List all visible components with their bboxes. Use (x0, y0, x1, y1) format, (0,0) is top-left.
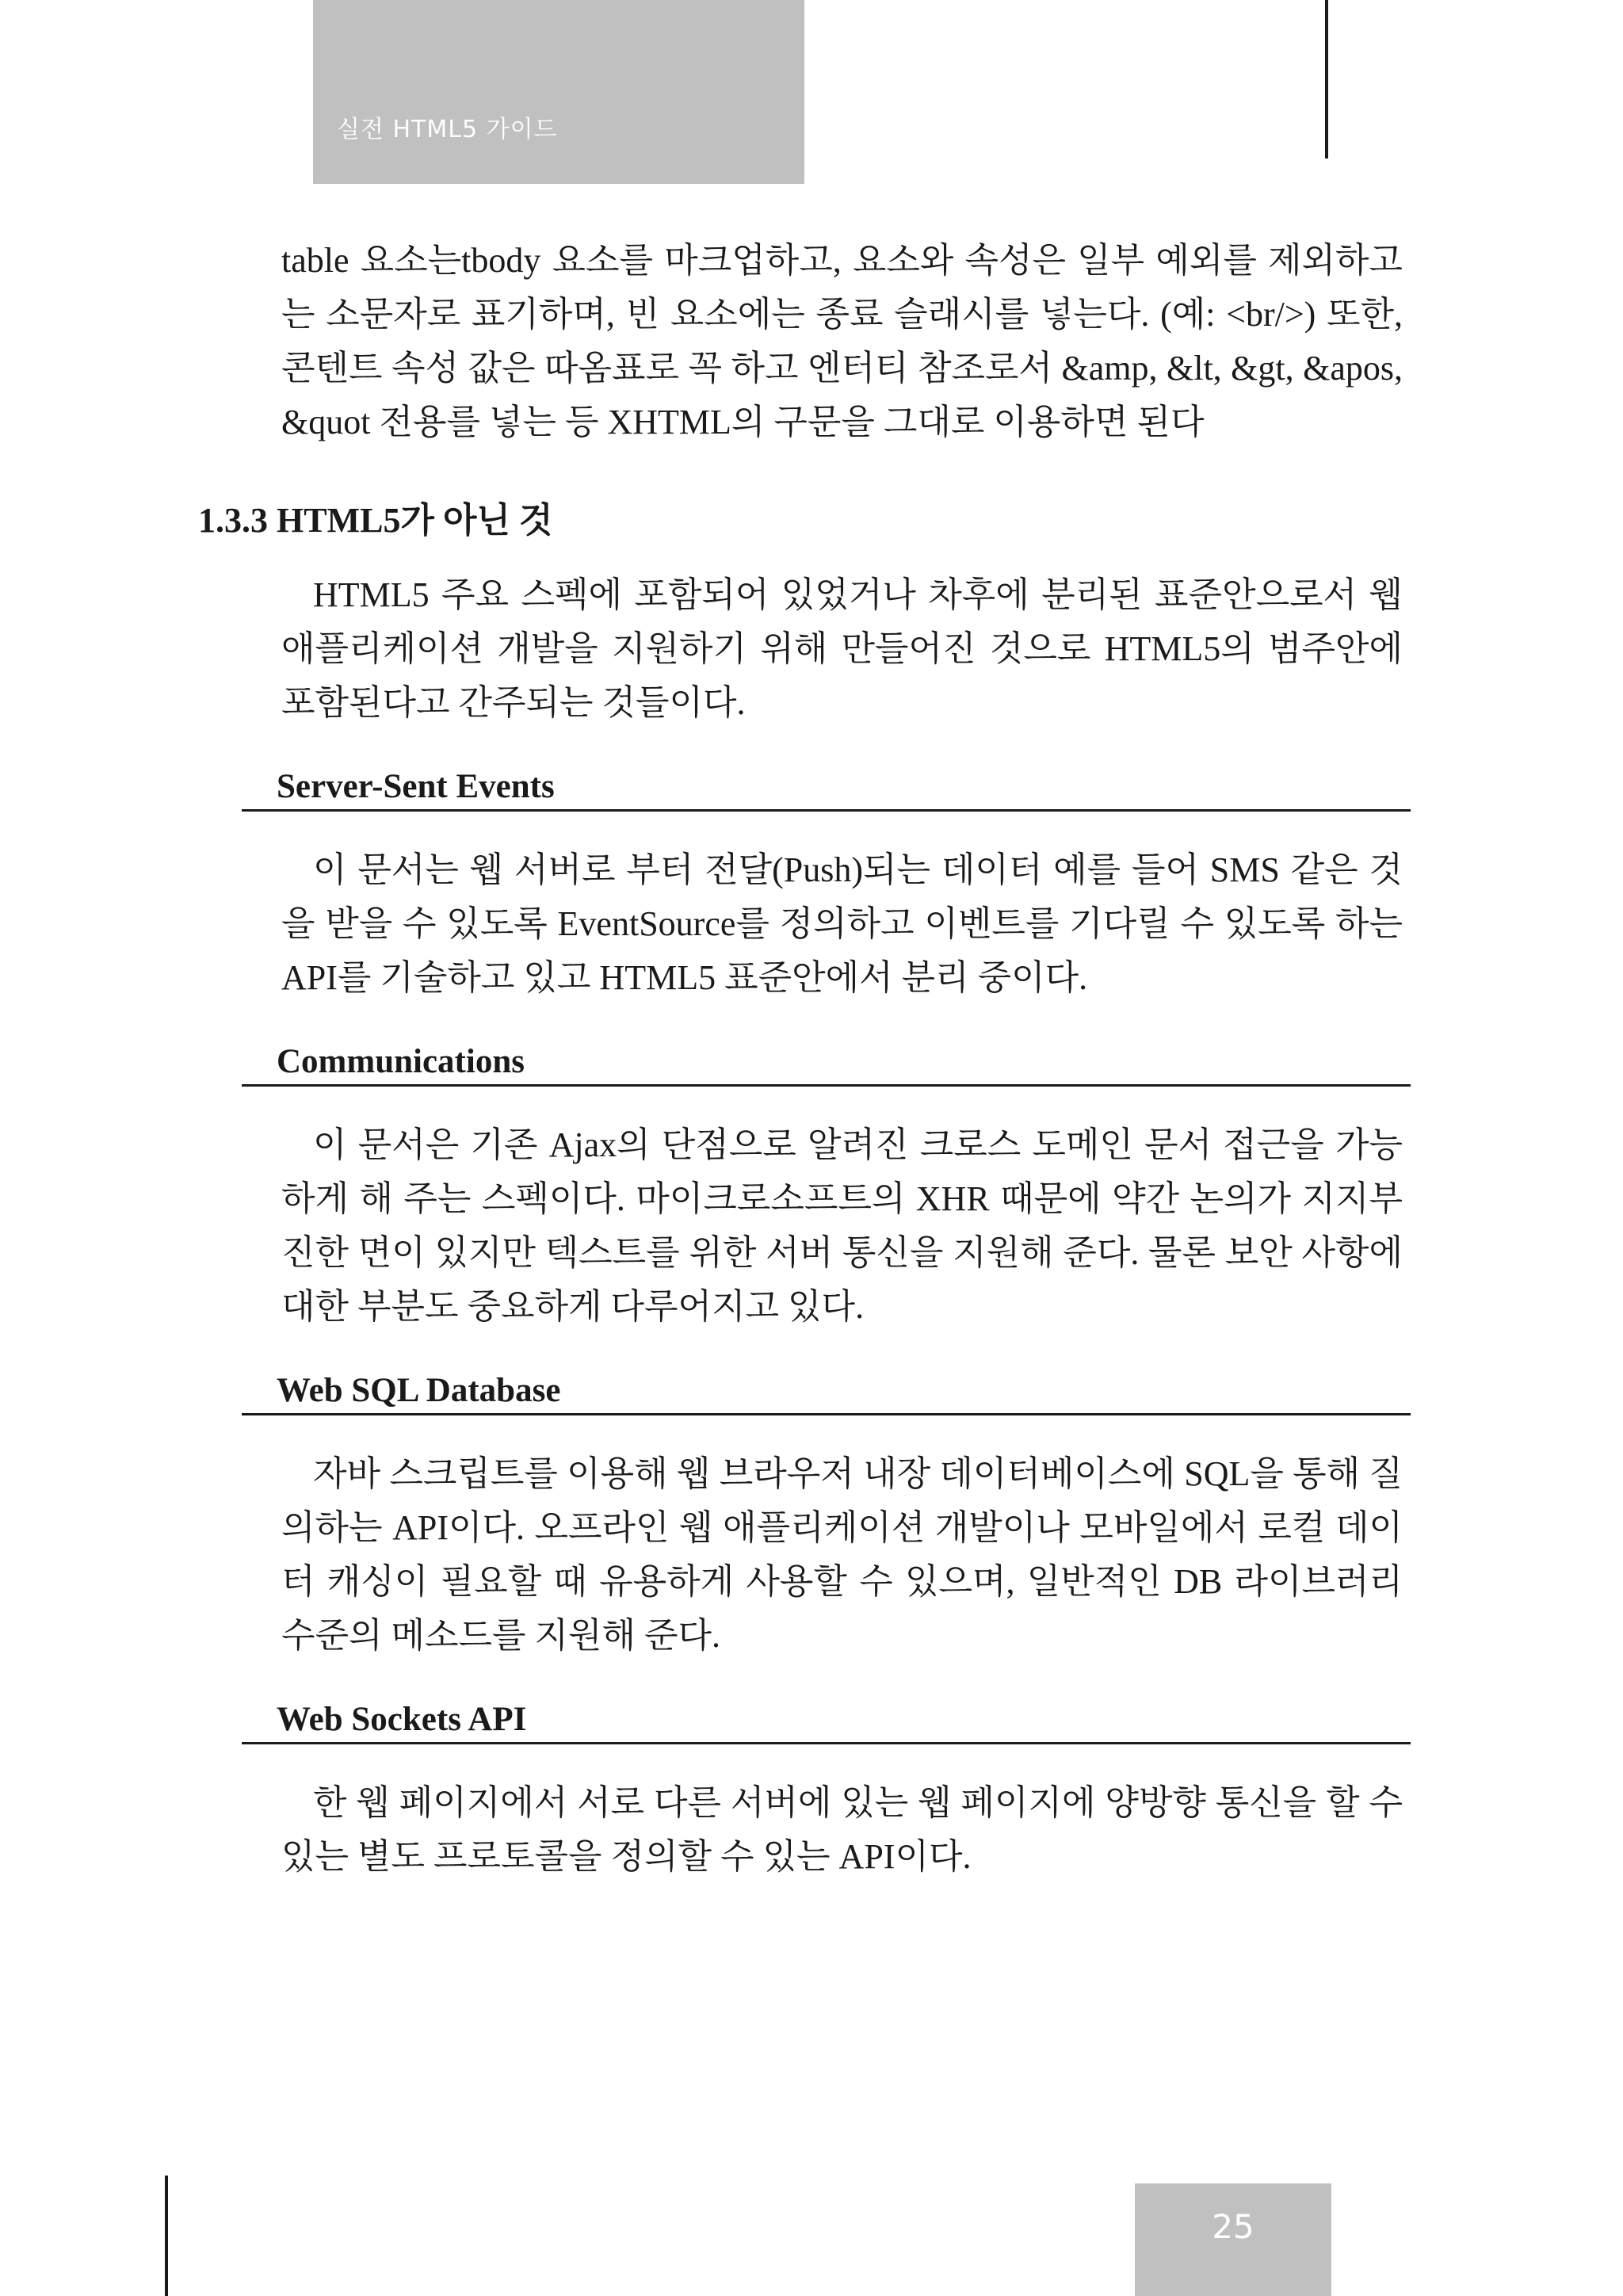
subsection-web-sql-database (277, 1369, 1403, 1663)
subsection-title: Communications (277, 1043, 525, 1080)
header-divider (1325, 0, 1328, 159)
footer-divider (165, 2176, 168, 2296)
subsection-text: 이 문서는 웹 서버로 부터 전달(Push)되는 데이터 예를 들어 SMS 같은 것을 받을 수 있도록 EventSource를 정의하고 이벤트를 기다릴 수 있도록 하는 API를 기술하고 있고 HTML5 표준안에서 분리 중이다. (281, 850, 1403, 997)
running-header-title: 실전 HTML5 가이드 (337, 116, 558, 143)
subsection-text: 한 웹 페이지에서 서로 다른 서버에 있는 웹 페이지에 양방향 통신을 할 수 있는 별도 프로토콜을 정의할 수 있는 API이다. (281, 1783, 1403, 1876)
intro-paragraph: table 요소는tbody 요소를 마크업하고, 요소와 속성은 일부 예외를 제외하고는 소문자로 표기하며, 빈 요소에는 종료 슬래시를 넣는다. (예: <br/>) 또한, 콘텐트 속성 값은 따옴표로 꼭 하고 엔터티 참조로서 &amp, &lt, &gt, &apos, &quot 전용를 넣는 등 XHTML의 구문을 그대로 이용하면 된다 (281, 241, 1403, 441)
subsection-divider (242, 809, 1411, 812)
subsection-text: 이 문서은 기존 Ajax의 단점으로 알려진 크로스 도메인 문서 접근을 가능하게 해 주는 스펙이다. 마이크로소프트의 XHR 때문에 약간 논의가 지지부진한 면이 있지만 텍스트를 위한 서버 통신을 지원해 준다. 물론 보안 사항에 대한 부분도 중요하게 다루어지고 있다. (281, 1125, 1403, 1326)
subsection-divider (242, 1084, 1411, 1087)
page-number: 25 (1212, 2207, 1254, 2246)
page-body (198, 234, 1403, 1884)
subsection-communications (277, 1040, 1403, 1334)
subsection-web-sockets-api (277, 1698, 1403, 1884)
running-header (313, 0, 804, 184)
subsection-divider (242, 1742, 1411, 1744)
subsection-divider (242, 1413, 1411, 1415)
section-heading: 1.3.3 HTML5가 아닌 것 (198, 501, 553, 540)
subsection-title: Server-Sent Events (277, 768, 555, 805)
section-intro-paragraph: HTML5 주요 스펙에 포함되어 있었거나 차후에 분리된 표준안으로서 웹 애플리케이션 개발을 지원하기 위해 만들어진 것으로 HTML5의 범주안에 포함된다고 간주되는 것들이다. (281, 575, 1403, 722)
subsection-server-sent-events (277, 765, 1403, 1005)
subsection-title: Web Sockets API (277, 1701, 527, 1738)
subsection-title: Web SQL Database (277, 1372, 561, 1409)
page-number-tab (1135, 2183, 1331, 2296)
subsection-text: 자바 스크립트를 이용해 웹 브라우저 내장 데이터베이스에 SQL을 통해 질의하는 API이다. 오프라인 웹 애플리케이션 개발이나 모바일에서 로컬 데이터 캐싱이 필요할 때 유용하게 사용할 수 있으며, 일반적인 DB 라이브러리 수준의 메소드를 지원해 준다. (281, 1454, 1403, 1655)
